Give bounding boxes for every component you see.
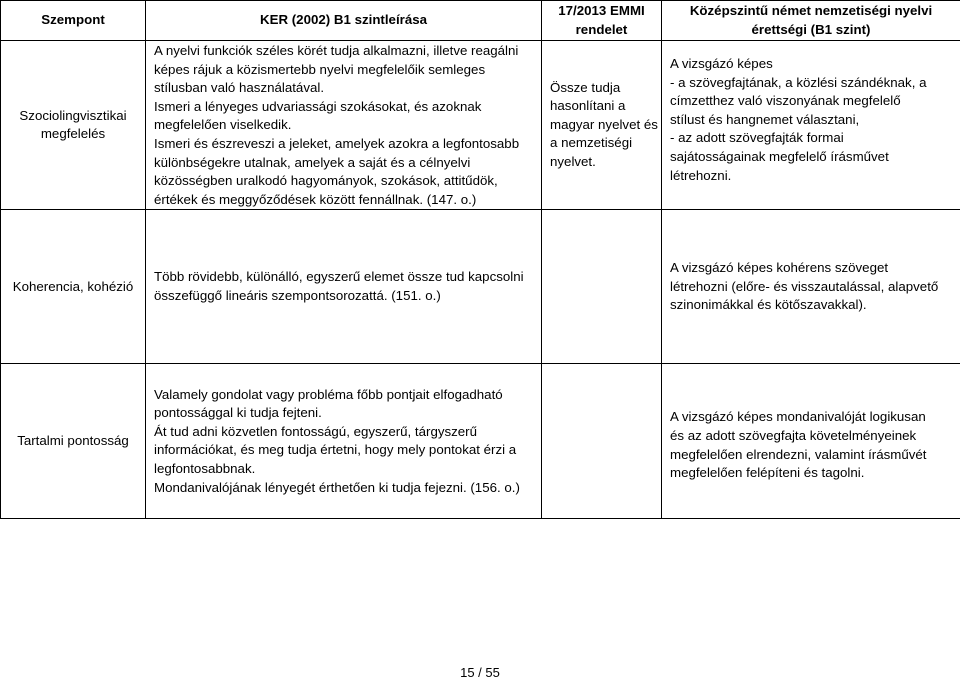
header-row xyxy=(1,1,960,41)
table-row xyxy=(1,41,960,210)
exam-description: A vizsgázó képes - a szövegfajtának, a közlési szándéknak, a címzetthez való viszonyának megfelelő stílust és hangnemet választani, - az adott szövegfajták formai sajátosságainak megfelelő írásművet létrehozni. xyxy=(662,41,960,210)
criterion-cell: Koherencia, kohézió xyxy=(1,210,146,364)
ker-description: Több rövidebb, különálló, egyszerű elemet össze tud kapcsolni összefüggő lineáris szempontsorozattá. (151. o.) xyxy=(146,210,542,364)
header-erettsegi: Középszintű német nemzetiségi nyelvi érettségi (B1 szint) xyxy=(662,1,960,41)
criterion-cell: Tartalmi pontosság xyxy=(1,364,146,519)
criterion-cell: Szociolingvisztikai megfelelés xyxy=(1,41,146,210)
ker-description: Valamely gondolat vagy probléma főbb pontjait elfogadható pontossággal ki tudja fejteni. Át tud adni közvetlen fontosságú, egyszerű, tárgyszerű információkat, és meg tudja értetni, hogy mely pontokat érzi a legfontosabbnak. Mondanivalójának lényegét érthetően ki tudja fejezni. (156. o.) xyxy=(146,364,542,519)
page-number: 15 / 55 xyxy=(460,665,500,680)
exam-description: A vizsgázó képes kohérens szöveget létrehozni (előre- és visszautalással, alapvető szinonimákkal és kötőszavakkal). xyxy=(662,210,960,364)
header-emmi: 17/2013 EMMI rendelet xyxy=(542,1,662,41)
emmi-description: Össze tudja hasonlítani a magyar nyelvet és a nemzetiségi nyelvet. xyxy=(542,41,662,210)
ker-description: A nyelvi funkciók széles körét tudja alkalmazni, illetve reagálni képes rájuk a közismertebb nyelvi megfelelőik semleges stílusban való használatával. Ismeri a lényeges udvariassági szokásokat, és azoknak megfelelően viselkedik. Ismeri és észreveszi a jeleket, amelyek azokra a legfontosabb különbségekre utalnak, amelyek a saját és a célnyelvi közösségben uralkodó hagyományok, szokások, attitűdök, értékek és meggyőződések között fennállnak. (147. o.) xyxy=(146,41,542,210)
exam-description: A vizsgázó képes mondanivalóját logikusan és az adott szövegfajta követelményeinek megfelelően elrendezni, valamint írásművét megfelelően felépíteni és tagolni. xyxy=(662,364,960,519)
header-szempont: Szempont xyxy=(1,1,146,41)
emmi-description xyxy=(542,210,662,364)
table-row xyxy=(1,210,960,364)
header-ker: KER (2002) B1 szintleírása xyxy=(146,1,542,41)
emmi-description xyxy=(542,364,662,519)
table-row xyxy=(1,364,960,519)
